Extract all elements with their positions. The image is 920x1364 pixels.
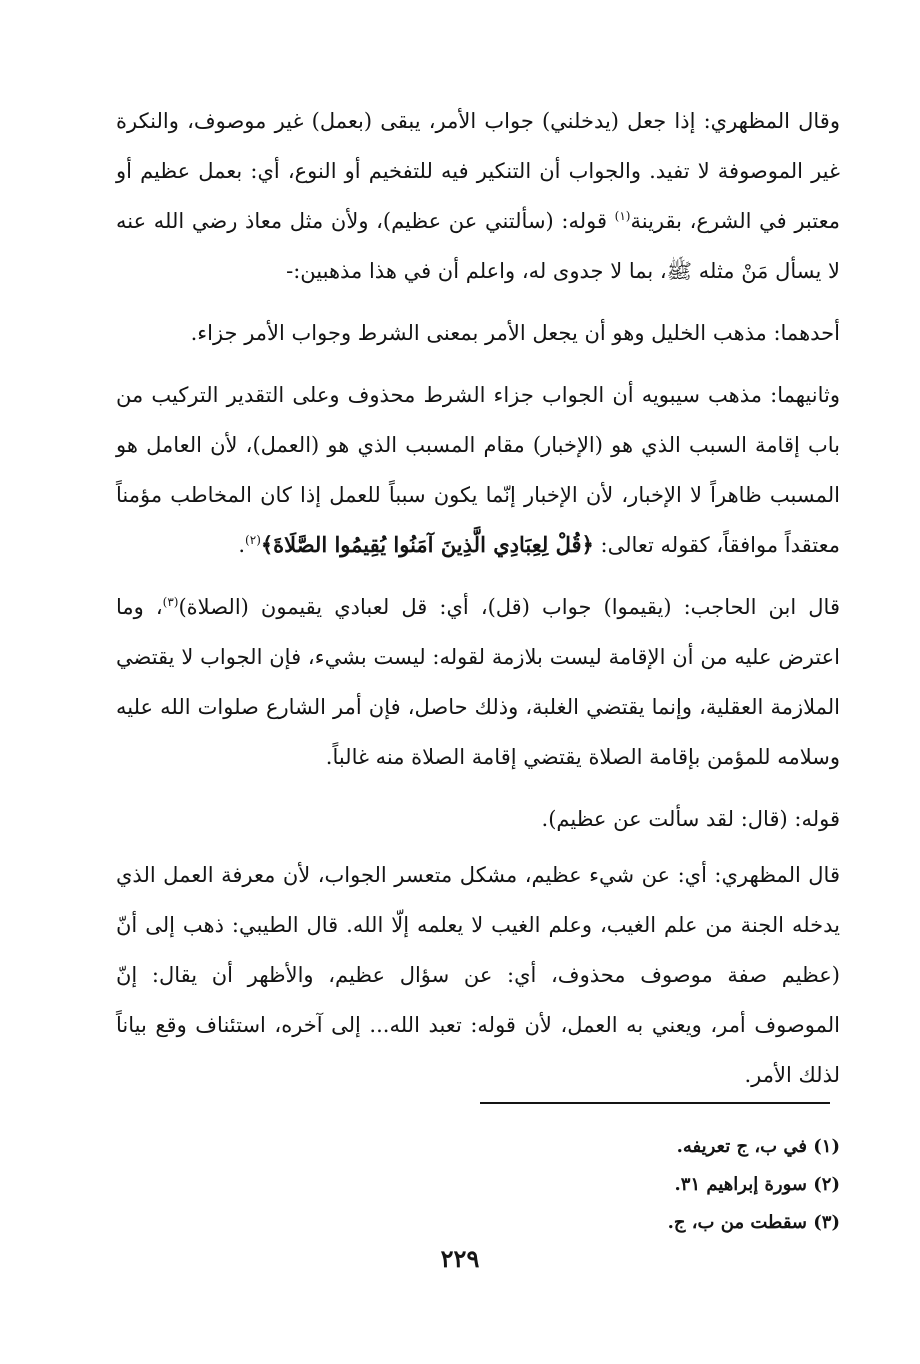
- paragraph-1: [116, 96, 840, 296]
- footnote-3: (٣) سقطت من ب، ج.: [667, 1212, 840, 1233]
- paragraph-2: أحدهما: مذهب الخليل وهو أن يجعل الأمر بمعنى الشرط وجواب الأمر جزاء.: [190, 321, 840, 345]
- footnote-ref-1: (١): [614, 209, 631, 223]
- paragraph-1-text: وقال المظهري: إذا جعل (يدخلني) جواب الأمر، يبقى (بعمل) غير موصوف، والنكرة غير الموصوفة لا تفيد. والجواب أن التنكير فيه للتفخيم أو النوع، أي: بعمل عظيم أو معتبر في الشرع، بقرينة: [116, 109, 840, 233]
- paragraph-4-tail: ، وما اعترض عليه من أن الإقامة ليست بلازمة لقوله: ليست بشيء، فإن الجواب لا يقتضي الملازمة العقلية، وإنما يقتضي الغلبة، وذلك حاصل، فإن أمر الشارع صلوات الله عليه وسلامه للمؤمن بإقامة الصلاة يقتضي إقامة الصلاة منه غالباً.: [116, 595, 840, 769]
- paragraph-4: [116, 582, 840, 782]
- paragraph-1-tail: قوله: (سألتني عن عظيم)، ولأن مثل معاذ رضي الله عنه لا يسأل مَنْ مثله ﷺ، بما لا جدوى له، واعلم أن في هذا مذهبين:-: [116, 209, 840, 283]
- main-text: [116, 96, 840, 1100]
- footnotes: [116, 1128, 840, 1242]
- footnote-separator: [480, 1102, 830, 1104]
- paragraph-3-text: وثانيهما: مذهب سيبويه أن الجواب جزاء الشرط محذوف وعلى التقدير التركيب من باب إقامة السبب الذي هو (الإخبار) مقام المسبب الذي هو (العمل)، لأن العامل هو المسبب ظاهراً لا الإخبار، لأن الإخبار إنّما يكون سبباً للعمل إذا كان المخاطب مؤمناً معتقداً موافقاً، كقوله تعالى:: [116, 383, 840, 557]
- paragraph-6: قال المظهري: أي: عن شيء عظيم، مشكل متعسر الجواب، لأن معرفة العمل الذي يدخله الجنة من علم الغيب، وعلم الغيب لا يعلمه إلّا الله. قال الطيبي: ذهب إلى أنّ (عظيم صفة موصوف محذوف، أي: عن سؤال عظيم، والأظهر أن يقال: إنّ الموصوف أمر، ويعني به العمل، لأن قوله: تعبد الله... إلى آخره، استئناف وقع بياناً لذلك الأمر.: [116, 863, 840, 1087]
- paragraph-4-text: قال ابن الحاجب: (يقيموا) جواب (قل)، أي: قل لعبادي يقيمون (الصلاة): [178, 595, 840, 619]
- footnote-ref-3: (٣): [162, 595, 179, 609]
- quran-verse: ﴿قُلْ لِعِبَادِي الَّذِينَ آمَنُوا يُقِيمُوا الصَّلَاةَ﴾: [260, 532, 594, 557]
- footnote-2: (٢) سورة إبراهيم ٣١.: [674, 1174, 840, 1195]
- paragraph-5: قوله: (قال: لقد سألت عن عظيم).: [541, 807, 840, 831]
- paragraph-3-end: .: [238, 533, 246, 557]
- page-number: ٢٢٩: [440, 1244, 480, 1273]
- footnote-1: (١) في ب، ج تعريفه.: [676, 1136, 840, 1157]
- footnote-ref-2: (٢): [245, 533, 261, 547]
- paragraph-3: [116, 370, 840, 570]
